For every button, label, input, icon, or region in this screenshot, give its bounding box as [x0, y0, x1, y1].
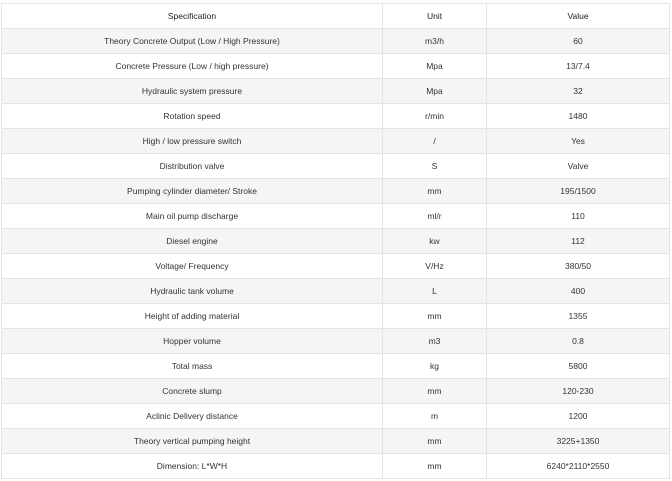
table-row [2, 354, 670, 379]
spec-cell: Dimension: L*W*H [2, 454, 383, 479]
unit-cell: mm [383, 179, 487, 204]
value-cell: 120-230 [487, 379, 670, 404]
table-row [2, 129, 670, 154]
value-cell: Yes [487, 129, 670, 154]
unit-cell: mm [383, 379, 487, 404]
spec-cell: Theory vertical pumping height [2, 429, 383, 454]
value-cell: 60 [487, 29, 670, 54]
unit-cell: ml/r [383, 204, 487, 229]
table-body [2, 29, 670, 479]
table-row [2, 79, 670, 104]
value-cell: 195/1500 [487, 179, 670, 204]
value-cell: 5800 [487, 354, 670, 379]
spec-cell: Pumping cylinder diameter/ Stroke [2, 179, 383, 204]
unit-cell: mm [383, 304, 487, 329]
value-cell: 1200 [487, 404, 670, 429]
unit-cell: kw [383, 229, 487, 254]
unit-cell: m3 [383, 329, 487, 354]
header-unit: Unit [383, 4, 487, 29]
value-cell: 380/50 [487, 254, 670, 279]
table-row [2, 29, 670, 54]
table-row [2, 379, 670, 404]
specification-table [1, 3, 670, 479]
unit-cell: Mpa [383, 54, 487, 79]
spec-cell: Concrete slump [2, 379, 383, 404]
spec-cell: High / low pressure switch [2, 129, 383, 154]
header-row [2, 4, 670, 29]
table-row [2, 429, 670, 454]
unit-cell: m3/h [383, 29, 487, 54]
table-row [2, 404, 670, 429]
value-cell: 1480 [487, 104, 670, 129]
value-cell: 110 [487, 204, 670, 229]
spec-cell: Height of adding material [2, 304, 383, 329]
table-row [2, 329, 670, 354]
table-row [2, 254, 670, 279]
table-row [2, 104, 670, 129]
unit-cell: S [383, 154, 487, 179]
unit-cell: kg [383, 354, 487, 379]
unit-cell: V/Hz [383, 254, 487, 279]
unit-cell: Mpa [383, 79, 487, 104]
unit-cell: m [383, 404, 487, 429]
unit-cell: mm [383, 454, 487, 479]
table-row [2, 279, 670, 304]
value-cell: 3225+1350 [487, 429, 670, 454]
spec-cell: Hydraulic tank volume [2, 279, 383, 304]
table-row [2, 229, 670, 254]
spec-cell: Theory Concrete Output (Low / High Pressure) [2, 29, 383, 54]
value-cell: 1355 [487, 304, 670, 329]
spec-cell: Distribution valve [2, 154, 383, 179]
value-cell: 0.8 [487, 329, 670, 354]
spec-cell: Aclinic Delivery distance [2, 404, 383, 429]
value-cell: 32 [487, 79, 670, 104]
unit-cell: L [383, 279, 487, 304]
table-row [2, 304, 670, 329]
spec-cell: Diesel engine [2, 229, 383, 254]
value-cell: 13/7.4 [487, 54, 670, 79]
value-cell: 112 [487, 229, 670, 254]
spec-cell: Rotation speed [2, 104, 383, 129]
spec-cell: Voltage/ Frequency [2, 254, 383, 279]
value-cell: 400 [487, 279, 670, 304]
table-row [2, 179, 670, 204]
header-specification: Specification [2, 4, 383, 29]
header-value: Value [487, 4, 670, 29]
spec-cell: Concrete Pressure (Low / high pressure) [2, 54, 383, 79]
unit-cell: mm [383, 429, 487, 454]
spec-cell: Hopper volume [2, 329, 383, 354]
value-cell: Valve [487, 154, 670, 179]
table-row [2, 454, 670, 479]
spec-cell: Total mass [2, 354, 383, 379]
table-row [2, 154, 670, 179]
table-row [2, 204, 670, 229]
unit-cell: / [383, 129, 487, 154]
table-row [2, 54, 670, 79]
value-cell: 6240*2110*2550 [487, 454, 670, 479]
unit-cell: r/min [383, 104, 487, 129]
spec-cell: Hydraulic system pressure [2, 79, 383, 104]
spec-cell: Main oil pump discharge [2, 204, 383, 229]
